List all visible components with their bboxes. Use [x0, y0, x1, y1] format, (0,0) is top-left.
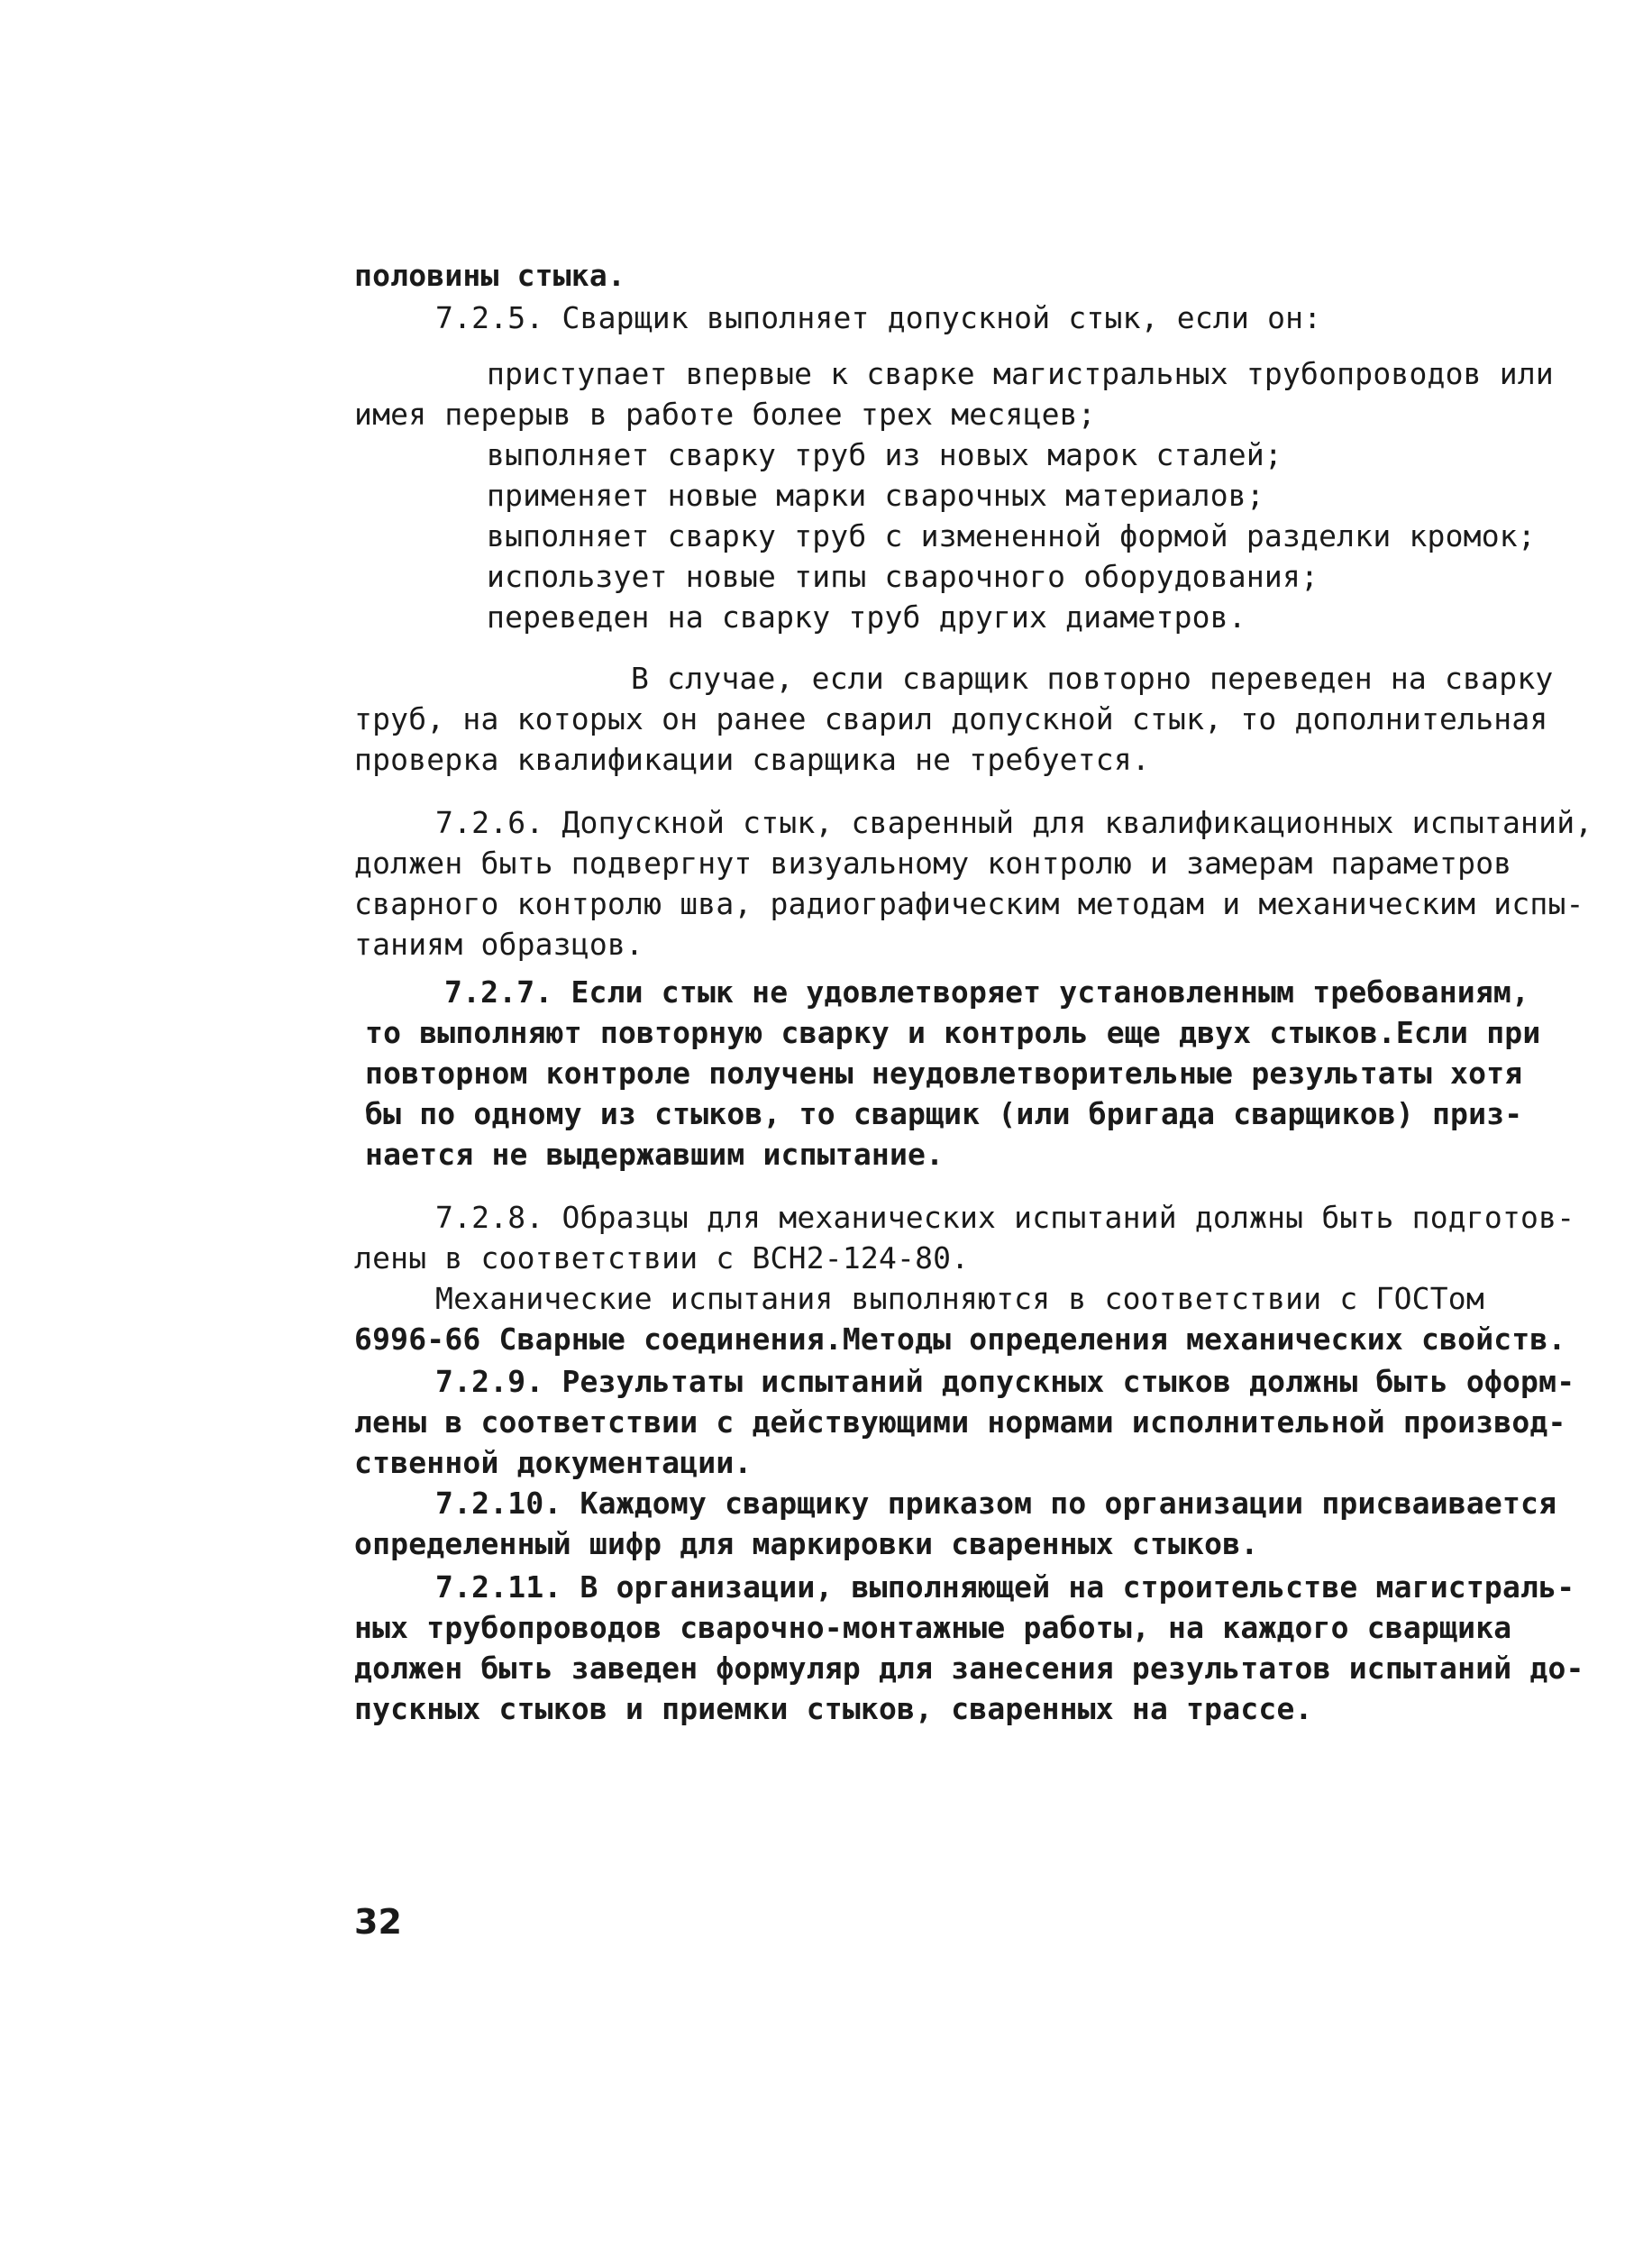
clause-7-2-11-line: 7.2.11. В организации, выполняющей на строительстве магистраль- [435, 1569, 1575, 1605]
list-item: приступает впервые к сварке магистральных трубопроводов или [487, 356, 1554, 391]
list-item: переведен на сварку труб других диаметров. [487, 599, 1246, 635]
clause-7-2-7-line: 7.2.7. Если стык не удовлетворяет установленным требованиям, [444, 974, 1530, 1010]
clause-7-2-6-line: 7.2.6. Допускной стык, сваренный для квалификационных испытаний, [435, 805, 1593, 840]
clause-7-2-7-line: повторном контроле получены неудовлетворительные результаты хотя [365, 1056, 1523, 1091]
list-item-continuation: имея перерыв в работе более трех месяцев; [354, 397, 1096, 432]
paragraph-line: труб, на которых он ранее сварил допускной стык, то дополнительная [354, 701, 1548, 736]
list-item: использует новые типы сварочного оборудования; [487, 559, 1319, 594]
clause-7-2-11-line: пускных стыков и приемки стыков, сваренных на трассе. [354, 1691, 1313, 1726]
clause-7-2-6-line: должен быть подвергнут визуальному контролю и замерам параметров [354, 846, 1512, 881]
clause-7-2-6-line: таниям образцов. [354, 927, 644, 962]
list-item: выполняет сварку труб из новых марок сталей; [487, 437, 1282, 472]
paragraph-line: проверка квалификации сварщика не требуется. [354, 742, 1150, 777]
page-number: 32 [354, 1902, 402, 1942]
paragraph-line: В случае, если сварщик повторно переведен на сварку [631, 661, 1554, 696]
clause-7-2-9-line: ственной документации. [354, 1445, 753, 1480]
clause-7-2-8-line: лены в соответствии с ВСН2-124-80. [354, 1240, 970, 1276]
paragraph-line: 6996-66 Сварные соединения.Методы определения механических свойств. [354, 1321, 1566, 1357]
list-item: применяет новые марки сварочных материалов; [487, 478, 1264, 513]
clause-7-2-10-line: определенный шифр для маркировки сваренных стыков. [354, 1526, 1259, 1561]
clause-7-2-11-line: ных трубопроводов сварочно-монтажные работы, на каждого сварщика [354, 1610, 1512, 1645]
clause-7-2-9-line: 7.2.9. Результаты испытаний допускных стыков должны быть оформ- [435, 1364, 1575, 1399]
clause-7-2-5-heading: 7.2.5. Сварщик выполняет допускной стык, если он: [435, 300, 1322, 335]
clause-7-2-11-line: должен быть заведен формуляр для занесения результатов испытаний до- [354, 1651, 1584, 1686]
clause-7-2-7-line: бы по одному из стыков, то сварщик (или бригада сварщиков) приз- [365, 1096, 1523, 1131]
text-line: половины стыка. [354, 258, 626, 293]
clause-7-2-8-line: 7.2.8. Образцы для механических испытаний должны быть подготов- [435, 1200, 1575, 1235]
paragraph-line: Механические испытания выполняются в соответствии с ГОСТом [435, 1281, 1484, 1316]
list-item: выполняет сварку труб с измененной формой разделки кромок; [487, 518, 1536, 553]
clause-7-2-7-line: то выполняют повторную сварку и контроль еще двух стыков.Если при [365, 1015, 1541, 1050]
clause-7-2-10-line: 7.2.10. Каждому сварщику приказом по организации присваивается [435, 1486, 1557, 1521]
clause-7-2-7-line: нается не выдержавшим испытание. [365, 1137, 945, 1172]
clause-7-2-6-line: сварного контролю шва, радиографическим методам и механическим испы- [354, 886, 1584, 921]
clause-7-2-9-line: лены в соответствии с действующими нормами исполнительной производ- [354, 1404, 1566, 1440]
